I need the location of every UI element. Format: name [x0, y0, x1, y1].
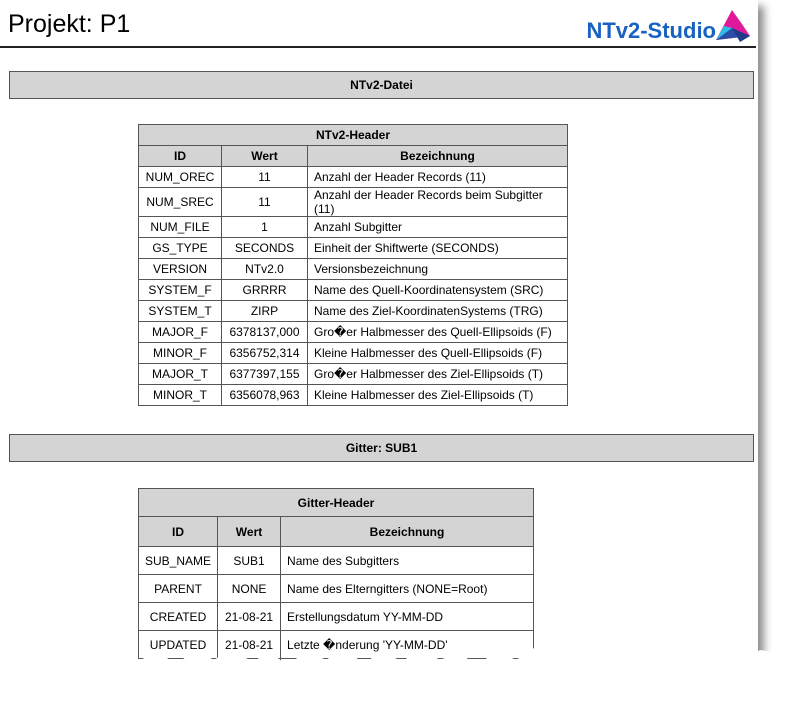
column-header-description: Bezeichnung: [308, 146, 568, 167]
cell-id: NUM_SREC: [139, 188, 222, 217]
ntv2-header-table: [138, 124, 568, 406]
table-row: [139, 343, 568, 364]
table-row: [139, 167, 568, 188]
cell-description: Name des Ziel-KoordinatenSystems (TRG): [308, 301, 568, 322]
cell-id: MAJOR_T: [139, 364, 222, 385]
table-row: [139, 301, 568, 322]
cell-description: Kleine Halbmesser des Quell-Ellipsoids (F): [308, 343, 568, 364]
page-header: [0, 0, 756, 48]
cell-description: Gro�er Halbmesser des Ziel-Ellipsoids (T): [308, 364, 568, 385]
table-row: [139, 575, 534, 603]
cell-value: NTv2.0: [222, 259, 308, 280]
cell-id: GS_TYPE: [139, 238, 222, 259]
cell-id: MAJOR_F: [139, 322, 222, 343]
cell-id: NUM_FILE: [139, 217, 222, 238]
cell-id: PARENT: [139, 575, 218, 603]
column-header-description: Bezeichnung: [281, 517, 534, 547]
cell-id: NUM_OREC: [139, 167, 222, 188]
cell-description: Gro�er Halbmesser des Quell-Ellipsoids (F): [308, 322, 568, 343]
cell-value: NONE: [218, 575, 281, 603]
cell-id: VERSION: [139, 259, 222, 280]
column-header-value: Wert: [218, 517, 281, 547]
cell-id: UPDATED: [139, 631, 218, 659]
cell-description: Anzahl der Header Records (11): [308, 167, 568, 188]
cell-value: ZIRP: [222, 301, 308, 322]
cell-value: 11: [222, 188, 308, 217]
torn-edge-divider: [0, 620, 800, 716]
cell-value: 6378137,000: [222, 322, 308, 343]
brand-name: NTv2-Studio: [586, 18, 716, 43]
cell-description: Name des Subgitters: [281, 547, 534, 575]
cell-description: Kleine Halbmesser des Ziel-Ellipsoids (T): [308, 385, 568, 406]
cell-value: 21-08-21: [218, 631, 281, 659]
cell-value: 6356752,314: [222, 343, 308, 364]
cell-id: SUB_NAME: [139, 547, 218, 575]
table-caption: NTv2-Header: [139, 125, 568, 146]
table-row: [139, 217, 568, 238]
cell-description: Anzahl Subgitter: [308, 217, 568, 238]
cell-value: SECONDS: [222, 238, 308, 259]
table-row: [139, 280, 568, 301]
table-row: [139, 188, 568, 217]
table-row: [139, 322, 568, 343]
project-title: Projekt: P1: [8, 10, 131, 38]
table-row: [139, 547, 534, 575]
cell-description: Name des Quell-Koordinatensystem (SRC): [308, 280, 568, 301]
cell-value: 6377397,155: [222, 364, 308, 385]
cell-description: Letzte �nderung 'YY-MM-DD': [281, 631, 534, 659]
cell-description: Name des Elterngitters (NONE=Root): [281, 575, 534, 603]
column-header-id: ID: [139, 146, 222, 167]
cell-description: Anzahl der Header Records beim Subgitter (11): [308, 188, 568, 217]
cell-value: SUB1: [218, 547, 281, 575]
cell-value: GRRRR: [222, 280, 308, 301]
column-header-id: ID: [139, 517, 218, 547]
cell-id: CREATED: [139, 603, 218, 631]
cell-value: 6356078,963: [222, 385, 308, 406]
cell-value: 21-08-21: [218, 603, 281, 631]
section-title-grid-sub1: Gitter: SUB1: [9, 434, 754, 462]
table-row: [139, 364, 568, 385]
table-row: [139, 259, 568, 280]
brand-logo-icon: [712, 6, 754, 44]
cell-value: 1: [222, 217, 308, 238]
column-header-value: Wert: [222, 146, 308, 167]
cell-description: Erstellungsdatum YY-MM-DD: [281, 603, 534, 631]
section-title-ntv2-file: NTv2-Datei: [9, 71, 754, 99]
cell-id: MINOR_T: [139, 385, 222, 406]
cell-description: Versionsbezeichnung: [308, 259, 568, 280]
table-row: [139, 238, 568, 259]
cell-id: SYSTEM_F: [139, 280, 222, 301]
cell-id: SYSTEM_T: [139, 301, 222, 322]
table-row: [139, 385, 568, 406]
cell-value: 11: [222, 167, 308, 188]
table-caption: Gitter-Header: [139, 489, 534, 517]
cell-id: MINOR_F: [139, 343, 222, 364]
cell-description: Einheit der Shiftwerte (SECONDS): [308, 238, 568, 259]
